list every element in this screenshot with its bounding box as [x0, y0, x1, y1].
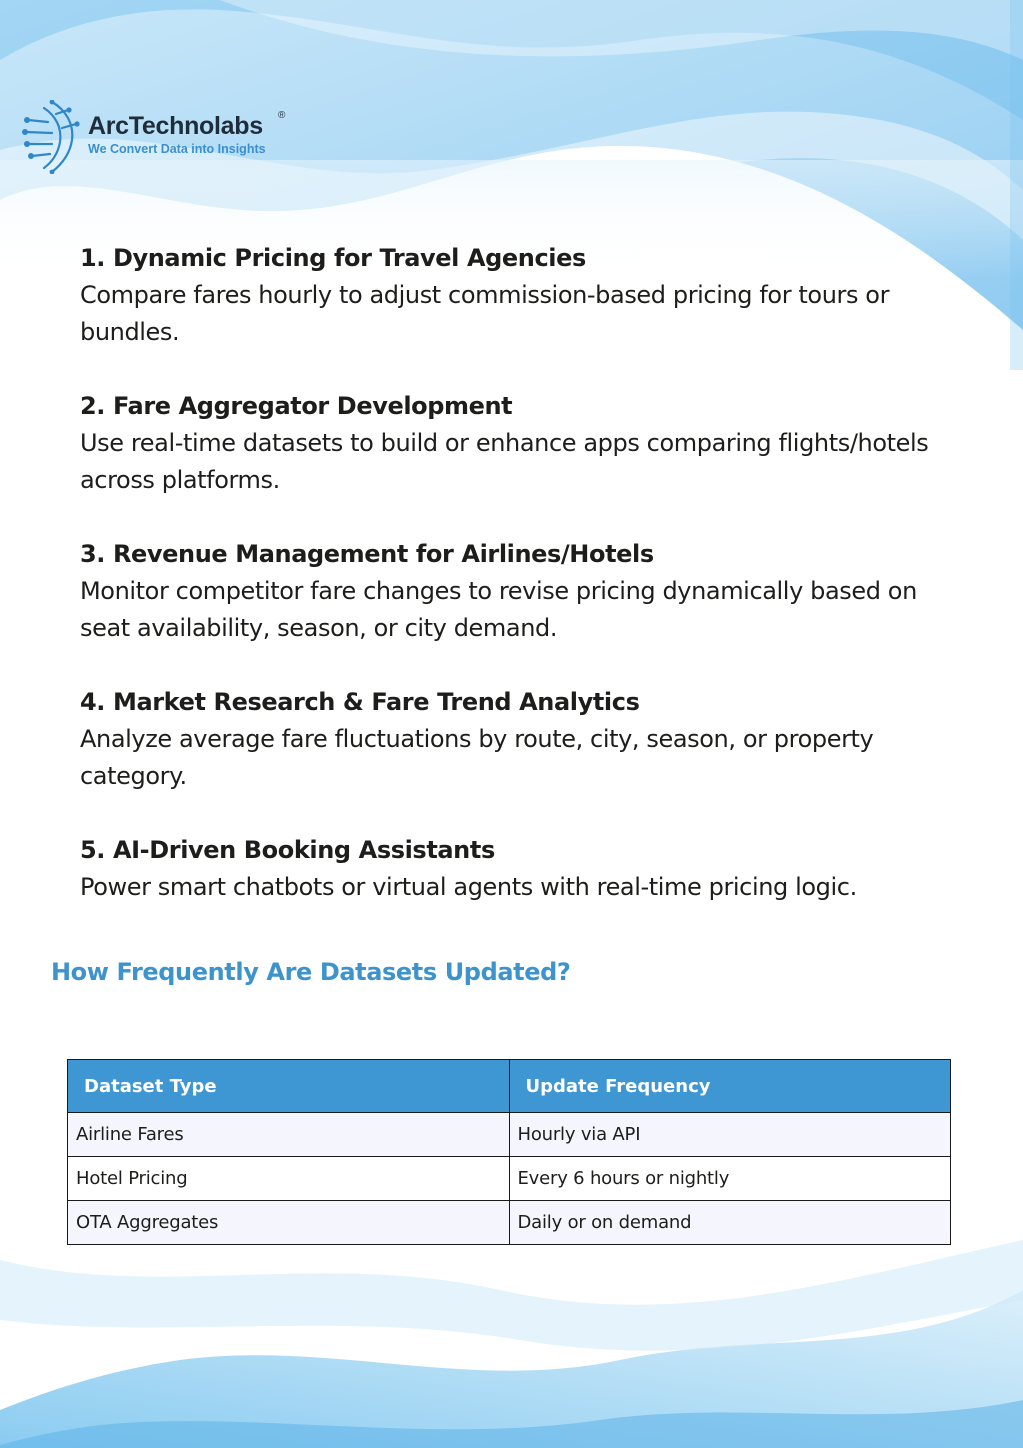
use-case-list	[80, 240, 960, 943]
table-row	[68, 1157, 951, 1201]
use-case-item	[80, 536, 960, 647]
table-cell: Every 6 hours or nightly	[509, 1157, 951, 1201]
use-case-title: 2. Fare Aggregator Development	[80, 392, 513, 420]
use-case-description: Power smart chatbots or virtual agents with real-time pricing logic.	[80, 873, 857, 901]
use-case-title: 5. AI-Driven Booking Assistants	[80, 836, 495, 864]
brand-name: ArcTechnolabs	[88, 112, 263, 140]
brand-logo	[22, 100, 302, 176]
brand-logo-icon	[22, 100, 82, 174]
table-cell: Daily or on demand	[509, 1201, 951, 1245]
column-header-dataset-type: Dataset Type	[68, 1060, 510, 1113]
use-case-description: Monitor competitor fare changes to revise pricing dynamically based on seat availability, season, or city demand.	[80, 577, 917, 642]
use-case-description: Analyze average fare fluctuations by route, city, season, or property category.	[80, 725, 874, 790]
table-cell: Hotel Pricing	[68, 1157, 510, 1201]
use-case-description: Use real-time datasets to build or enhance apps comparing flights/hotels across platforms.	[80, 429, 929, 494]
column-header-update-frequency: Update Frequency	[509, 1060, 951, 1113]
update-frequency-table	[67, 1059, 951, 1245]
table-row	[68, 1201, 951, 1245]
use-case-title: 3. Revenue Management for Airlines/Hotels	[80, 540, 654, 568]
table-row	[68, 1113, 951, 1157]
table-cell: Airline Fares	[68, 1113, 510, 1157]
table-header-row	[68, 1060, 951, 1113]
use-case-item	[80, 240, 960, 351]
use-case-item	[80, 388, 960, 499]
use-case-description: Compare fares hourly to adjust commission-based pricing for tours or bundles.	[80, 281, 890, 346]
table-cell: Hourly via API	[509, 1113, 951, 1157]
use-case-item	[80, 684, 960, 795]
brand-tagline: We Convert Data into Insights	[88, 142, 266, 156]
table-cell: OTA Aggregates	[68, 1201, 510, 1245]
use-case-item	[80, 832, 960, 906]
registered-mark: ®	[278, 110, 286, 121]
update-frequency-heading: How Frequently Are Datasets Updated?	[51, 958, 571, 986]
use-case-title: 4. Market Research & Fare Trend Analytics	[80, 688, 640, 716]
use-case-title: 1. Dynamic Pricing for Travel Agencies	[80, 244, 586, 272]
